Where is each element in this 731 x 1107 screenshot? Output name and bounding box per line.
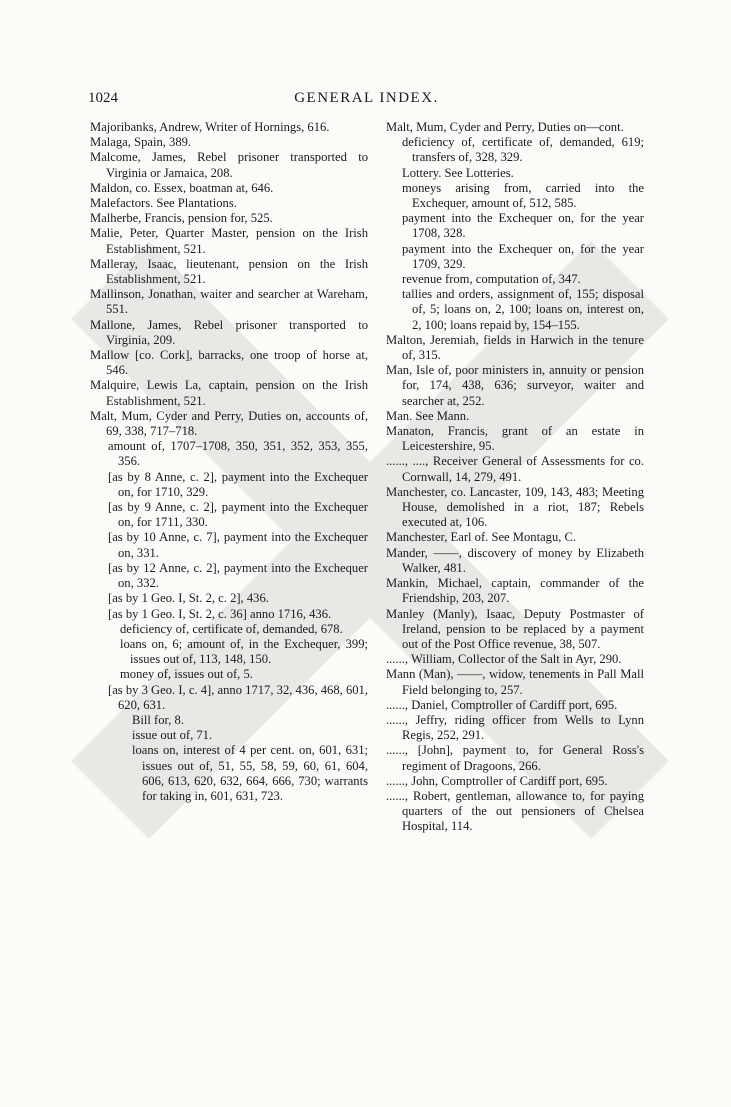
index-subentry: [as by 1 Geo. I, St. 2, c. 36] anno 1716, 436. [108,606,332,621]
index-entry: Manchester, co. Lancaster, 109, 143, 483; Meeting House, demolished in a riot, 187; Rebels executed at, 106. [386,484,644,530]
index-subentry: [as by 10 Anne, c. 7], payment into the Exchequer on, 331. [108,530,368,560]
index-entry: ......, Robert, gentleman, allowance to, for paying quarters of the out pensioners of Chelsea Hospital, 114. [386,788,644,834]
index-column-right [386,120,644,835]
index-entry: Malcome, James, Rebel prisoner transported to Virginia or Jamaica, 208. [90,150,368,180]
index-entry: Majoribanks, Andrew, Writer of Hornings, 616. [90,120,330,134]
index-entry: ......, William, Collector of the Salt in Ayr, 290. [386,652,622,667]
index-entry: Malt, Mum, Cyder and Perry, Duties on—cont. [386,120,624,134]
index-subentry: loans on, interest of 4 per cent. on, 601, 631; issues out of, 51, 55, 58, 59, 60, 61, 604, 606, 613, 620, 632, 664, 666, 730; warrants for taking in, 601, 631, 723. [132,743,368,803]
index-subentry: [as by 8 Anne, c. 2], payment into the Exchequer on, for 1710, 329. [108,469,368,499]
index-subentry: money of, issues out of, 5. [120,667,253,682]
index-subentry: Bill for, 8. [132,712,184,727]
index-entry: Mankin, Michael, captain, commander of the Friendship, 203, 207. [386,576,644,606]
page-header [88,90,645,112]
index-column-left [90,120,368,804]
index-subentry: tallies and orders, assignment of, 155; disposal of, 5; loans on, 2, 100; loans on, interest on, 2, 100; loans repaid by, 154–155. [402,287,644,332]
index-entry: Man. See Mann. [386,408,470,423]
index-subentry: [as by 9 Anne, c. 2], payment into the Exchequer on, for 1711, 330. [108,500,368,530]
index-subentry: [as by 12 Anne, c. 2], payment into the Exchequer on, 332. [108,560,368,591]
index-entry: ......, ...., Receiver General of Assessments for co. Cornwall, 14, 279, 491. [386,454,644,484]
index-subentry: Lottery. See Lotteries. [402,165,514,180]
index-subentry: moneys arising from, carried into the Exchequer, amount of, 512, 585. [402,180,644,211]
index-entry: Manley (Manly), Isaac, Deputy Postmaster of Ireland, pension to be replaced by a payment out of the Post Office revenue, 38, 507. [386,606,644,651]
index-entry: ......, [John], payment to, for General Ross's regiment of Dragoons, 266. [386,743,644,773]
index-entry: Malton, Jeremiah, fields in Harwich in the tenure of, 315. [386,332,644,363]
index-subentry: loans on, 6; amount of, in the Exchequer, 399; issues out of, 113, 148, 150. [120,636,368,667]
page-number: 1024 [88,90,118,106]
index-entry: ......, Jeffry, riding officer from Wells to Lynn Regis, 252, 291. [386,712,644,743]
index-entry: ......, John, Comptroller of Cardiff port, 695. [386,773,608,788]
index-entry: Mallinson, Jonathan, waiter and searcher at Wareham, 551. [90,287,368,317]
index-subentry: deficiency of, certificate of, demanded, 619; transfers of, 328, 329. [402,135,644,165]
index-entry: Mander, ——, discovery of money by Elizabeth Walker, 481. [386,545,644,575]
index-entry: Malefactors. See Plantations. [90,196,237,211]
index-entry: Malleray, Isaac, lieutenant, pension on the Irish Establishment, 521. [90,256,368,287]
index-entry: Mann (Man), ——, widow, tenements in Pall Mall Field belonging to, 257. [386,667,644,697]
index-entry: Mallone, James, Rebel prisoner transported to Virginia, 209. [90,317,368,347]
index-subentry: deficiency of, certificate of, demanded, 678. [120,621,343,636]
index-entry: Malherbe, Francis, pension for, 525. [90,211,273,226]
index-entry: Maldon, co. Essex, boatman at, 646. [90,180,274,195]
index-subentry: [as by 3 Geo. I, c. 4], anno 1717, 32, 436, 468, 601, 620, 631. [108,682,368,712]
index-entry: Malaga, Spain, 389. [90,135,192,150]
index-subentry: amount of, 1707–1708, 350, 351, 352, 353, 355, 356. [108,439,368,469]
running-title: GENERAL INDEX. [294,90,439,106]
index-entry: ......, Daniel, Comptroller of Cardiff port, 695. [386,697,618,712]
index-subentry: [as by 1 Geo. I, St. 2, c. 2], 436. [108,591,269,606]
index-entry: Malquire, Lewis La, captain, pension on the Irish Establishment, 521. [90,378,368,408]
index-subentry: issue out of, 71. [132,728,213,743]
index-entry: Manaton, Francis, grant of an estate in Leicestershire, 95. [386,424,644,454]
index-subentry: revenue from, computation of, 347. [402,272,581,287]
index-subentry: payment into the Exchequer on, for the year 1708, 328. [402,211,644,241]
index-entry: Manchester, Earl of. See Montagu, C. [386,530,577,545]
index-subentry: payment into the Exchequer on, for the year 1709, 329. [402,241,644,271]
index-entry: Malie, Peter, Quarter Master, pension on the Irish Establishment, 521. [90,226,368,256]
index-entry: Malt, Mum, Cyder and Perry, Duties on, accounts of, 69, 338, 717–718. [90,408,368,439]
index-entry: Mallow [co. Cork], barracks, one troop of horse at, 546. [90,348,368,378]
index-entry: Man, Isle of, poor ministers in, annuity or pension for, 174, 438, 636; surveyor, waiter and searcher at, 252. [386,363,644,408]
